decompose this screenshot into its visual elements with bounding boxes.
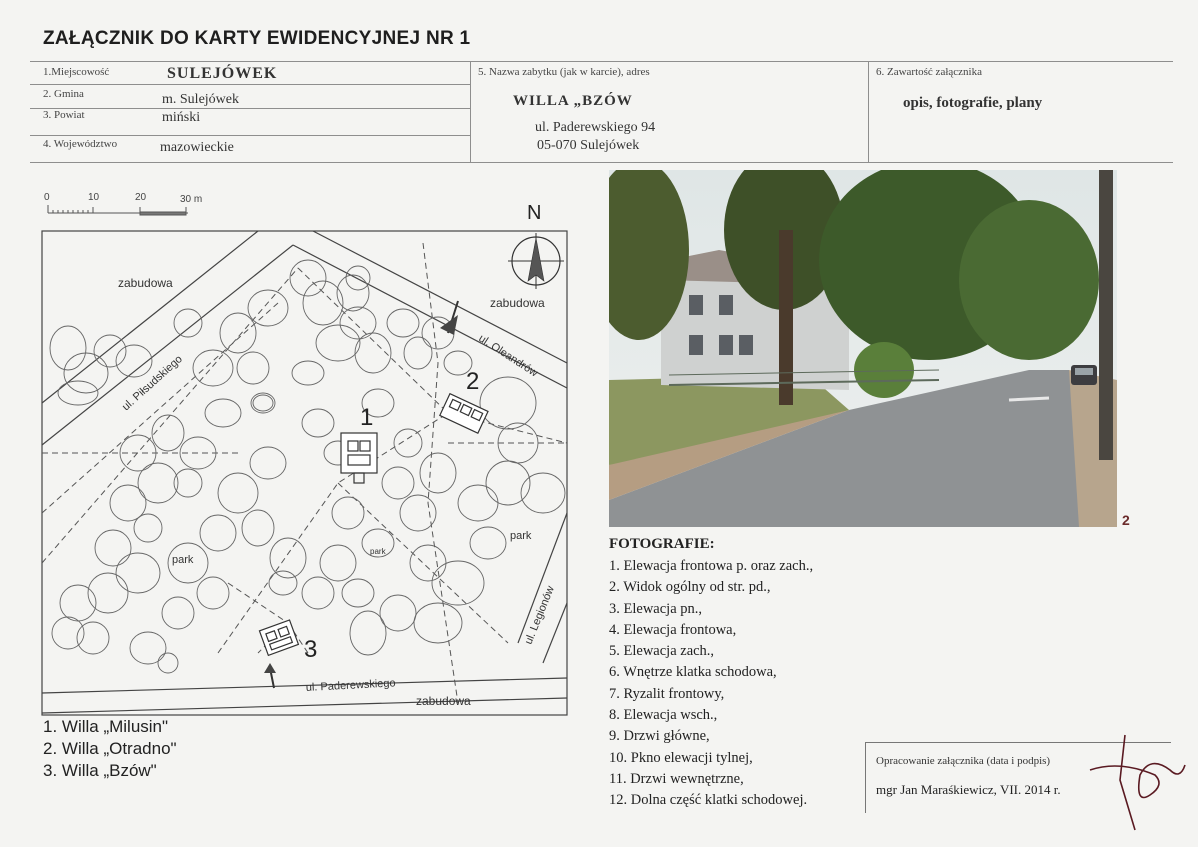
list-item: 7. Ryzalit frontowy, bbox=[609, 685, 725, 702]
building-1 bbox=[341, 433, 377, 483]
adres-line2: 05-070 Sulejówek bbox=[537, 138, 640, 153]
list-item: 4. Elewacja frontowa, bbox=[609, 621, 737, 638]
label-street-paderewskiego: ul. Paderewskiego bbox=[305, 677, 396, 694]
label-num-2: 2 bbox=[466, 368, 480, 395]
label-park-c: park bbox=[370, 547, 386, 556]
zawartosc-label: 6. Zawartość załącznika bbox=[876, 66, 982, 78]
label-num-1: 1 bbox=[360, 404, 374, 431]
table-top-border bbox=[30, 61, 1173, 62]
miejscowosc-label: 1.Miejscowość bbox=[43, 66, 110, 78]
signature-icon bbox=[1080, 725, 1190, 835]
list-item: 8. Elewacja wsch., bbox=[609, 707, 718, 724]
list-item: 3. Elewacja pn., bbox=[609, 600, 703, 617]
building-3 bbox=[259, 620, 298, 655]
villa-item-2: 2. Willa „Otradno" bbox=[43, 739, 177, 758]
col-divider bbox=[470, 61, 471, 162]
list-item: 9. Drzwi główne, bbox=[609, 728, 710, 745]
street-photo-image bbox=[609, 170, 1117, 527]
label-street-oleandrow: ul. Oleandrów bbox=[476, 332, 540, 380]
nazwa-value: WILLA „BZÓW bbox=[513, 93, 633, 109]
villa-item-3: 3. Willa „Bzów" bbox=[43, 761, 157, 780]
label-park-w: park bbox=[172, 554, 194, 566]
list-item: 2. Widok ogólny od str. pd., bbox=[609, 579, 771, 596]
scale-tick-20: 20 bbox=[135, 192, 147, 203]
scale-tick-10: 10 bbox=[88, 192, 100, 203]
col-divider bbox=[868, 61, 869, 162]
adres-line1: ul. Paderewskiego 94 bbox=[535, 120, 656, 135]
site-plan-drawing bbox=[38, 183, 573, 718]
label-num-3: 3 bbox=[304, 636, 318, 663]
scale-bar bbox=[48, 205, 188, 215]
street-photo bbox=[609, 170, 1117, 527]
zawartosc-value: opis, fotografie, plany bbox=[903, 95, 1043, 111]
fotografie-list bbox=[609, 556, 813, 812]
label-zabudowa-s: zabudowa bbox=[416, 694, 471, 708]
label-street-pilsudskiego: ul. Piłsudskiego bbox=[119, 353, 185, 414]
prepared-label: Opracowanie załącznika (data i podpis) bbox=[876, 755, 1051, 767]
villa-item-1: 1. Willa „Milusin" bbox=[43, 717, 169, 736]
wojewodztwo-label: 4. Województwo bbox=[43, 138, 118, 150]
powiat-label: 3. Powiat bbox=[43, 109, 85, 121]
north-arrow-icon bbox=[508, 233, 564, 289]
page-title: ZAŁĄCZNIK DO KARTY EWIDENCYJNEJ NR 1 bbox=[43, 28, 471, 49]
list-item: 11. Drzwi wewnętrzne, bbox=[609, 770, 744, 787]
nazwa-label: 5. Nazwa zabytku (jak w karcie), adres bbox=[478, 66, 650, 78]
building-2 bbox=[440, 394, 488, 434]
row-divider bbox=[30, 108, 470, 109]
list-item: 12. Dolna część klatki schodowej. bbox=[609, 792, 808, 809]
scale-tick-30: 30 m bbox=[180, 194, 203, 205]
table-bottom-border bbox=[30, 162, 1173, 163]
photo-number: 2 bbox=[1122, 512, 1130, 528]
row-divider bbox=[30, 84, 470, 85]
gmina-label: 2. Gmina bbox=[43, 88, 84, 100]
scale-tick-0: 0 bbox=[44, 192, 50, 203]
list-item: 6. Wnętrze klatka schodowa, bbox=[609, 664, 777, 681]
villa-legend bbox=[43, 716, 177, 782]
miejscowosc-value: SULEJÓWEK bbox=[167, 65, 278, 82]
label-zabudowa-nw: zabudowa bbox=[118, 276, 173, 290]
wojewodztwo-value: mazowieckie bbox=[160, 140, 234, 155]
row-divider bbox=[30, 135, 470, 136]
prepared-value: mgr Jan Maraśkiewicz, VII. 2014 r. bbox=[876, 782, 1061, 797]
fotografie-heading: FOTOGRAFIE: bbox=[609, 536, 715, 552]
list-item: 10. Pkno elewacji tylnej, bbox=[609, 749, 753, 766]
site-plan bbox=[38, 183, 573, 718]
list-item: 1. Elewacja frontowa p. oraz zach., bbox=[609, 558, 814, 574]
list-item: 5. Elewacja zach., bbox=[609, 643, 715, 660]
label-street-legionow: ul. Legionów bbox=[522, 584, 557, 647]
label-park-e: park bbox=[510, 530, 532, 542]
label-zabudowa-ne: zabudowa bbox=[490, 296, 545, 310]
north-label: N bbox=[527, 202, 542, 224]
powiat-value: miński bbox=[162, 110, 201, 125]
gmina-value: m. Sulejówek bbox=[162, 92, 239, 107]
